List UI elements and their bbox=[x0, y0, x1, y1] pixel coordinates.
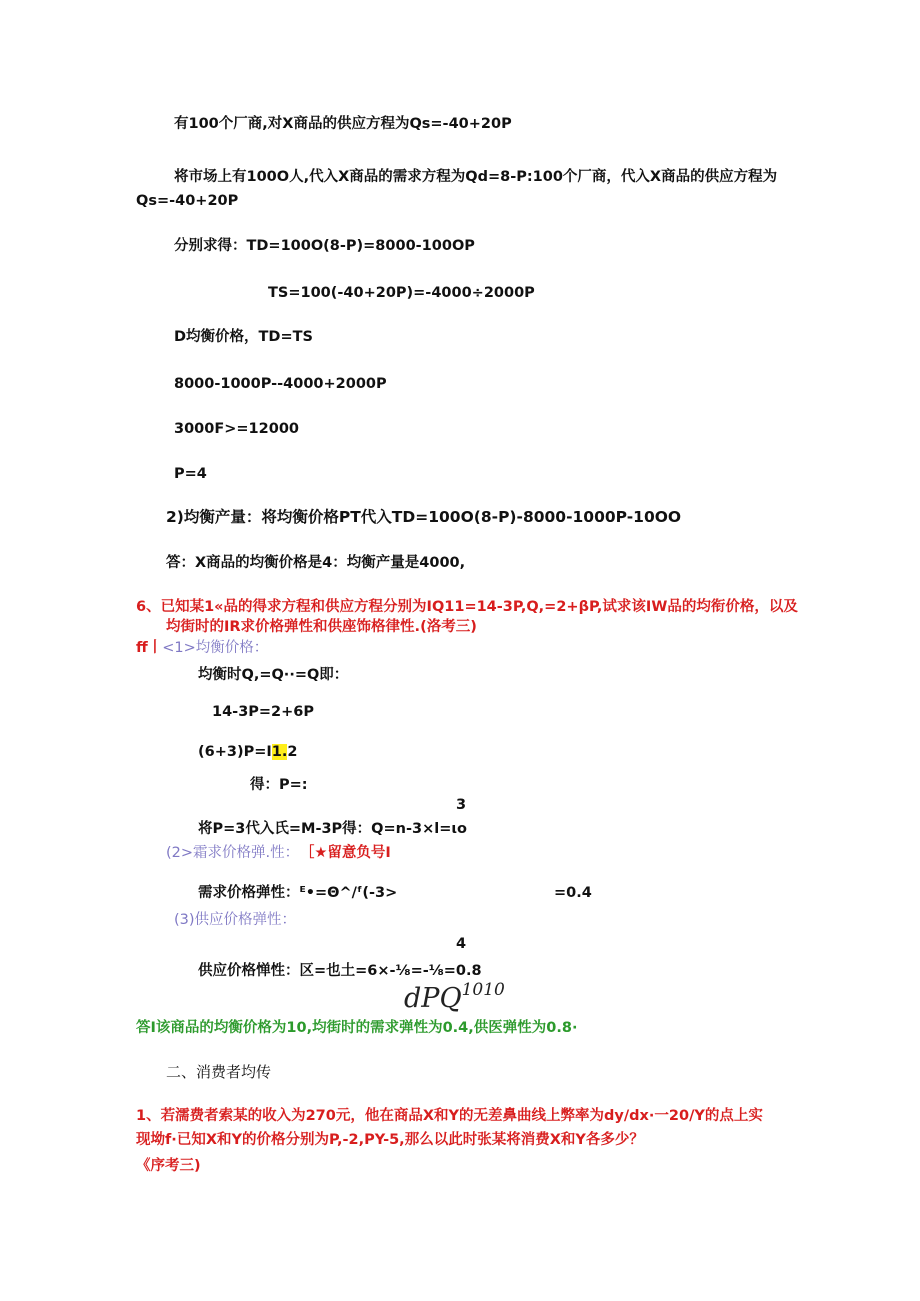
price-solution: 得：P=: bbox=[250, 777, 308, 793]
question-6-line-1: 6、已知某1«品的得求方程和供应方程分别为IQ11=14-3P,Q,=2+βP,试求该IW品的均衔价格，以及 bbox=[136, 599, 798, 615]
equation-line-a: 14-3P=2+6P bbox=[212, 704, 315, 720]
market-equation-line-cont: Qs=-40+20P bbox=[136, 193, 239, 209]
equation-line-b bbox=[198, 742, 297, 762]
price-result: P=4 bbox=[174, 466, 207, 482]
equation-step-1: 8000-1000P--4000+2000P bbox=[174, 376, 387, 392]
price-denominator: 3 bbox=[456, 797, 467, 813]
formula-main: dPQ bbox=[404, 983, 462, 1014]
demand-elasticity-result: =0.4 bbox=[554, 885, 592, 901]
step-1-label bbox=[136, 638, 268, 658]
step-1-text: <1>均衡价格： bbox=[162, 640, 269, 656]
answer-q6: 答I该商品的均衡价格为10,均街时的需求弹性为0.4,供医弹性为0.8· bbox=[136, 1020, 578, 1036]
sign-note: ［★留意负号I bbox=[307, 845, 391, 861]
equation-step-2: 3000F>=12000 bbox=[174, 421, 300, 437]
market-equation-line: 将市场上有100O人,代入X商品的需求方程为Qd=8-P:100个厂商，代入X商品的供应方程为 bbox=[174, 169, 778, 185]
question-1-line-2: 现坳f·已知X和Y的价格分别为P,-2,PY-5,那么以此时张某将消费X和Y各多少？ bbox=[136, 1132, 644, 1148]
section-2-heading: 二、消费者均传 bbox=[166, 1063, 272, 1081]
supply-elasticity-formula: 供应价格惮性：区=也土=6×-⅛=-⅛=0.8 bbox=[198, 963, 482, 979]
demand-elasticity-formula: 需求价格弹性：ᴱ•=Θ^/ᶠ(-3> bbox=[198, 885, 398, 901]
elasticity-denominator: 4 bbox=[456, 936, 467, 952]
td-result-line: 分别求得：TD=100O(8-P)=8000-100OP bbox=[174, 238, 475, 254]
equilibrium-condition: 均衡时Q,=Q··=Q即： bbox=[198, 667, 349, 683]
step-2-label bbox=[166, 843, 391, 863]
equation-line-b-pre: (6+3)P=I bbox=[198, 744, 272, 760]
question-1-line-1: 1、若濡费者索某的收入为270元，他在商品X和Y的无差鼻曲线上弊率为dy/dx·一20/Y的点上实 bbox=[136, 1108, 763, 1124]
step-2-text: (2>霜求价格弹.性： bbox=[166, 845, 300, 861]
answer-line-1: 答：X商品的均衡价格是4：均衡产量是4000, bbox=[166, 555, 466, 571]
step-1-prefix: ff丨 bbox=[136, 640, 163, 656]
supply-equation-line: 有100个厂商,对X商品的供应方程为Qs=-40+20P bbox=[174, 116, 512, 132]
question-6-line-2: 均街时的IR求价格弹性和供座饰格律性.(洛考三) bbox=[166, 619, 477, 635]
formula-overlay bbox=[404, 975, 505, 1014]
step-3-label: (3)供应价格弹性： bbox=[174, 912, 297, 928]
equilibrium-quantity-step: 2)均衡产量：将均衡价格PT代入TD=100O(8-P)-8000-1000P-10OO bbox=[166, 508, 682, 526]
quantity-substitution: 将P=3代入氏=M-3P得：Q=n-3×l=ιo bbox=[198, 821, 467, 837]
question-1-line-3: 《序考三) bbox=[136, 1158, 201, 1174]
formula-superscript: 1010 bbox=[461, 980, 505, 1000]
highlighted-text: 1. bbox=[271, 744, 288, 760]
ts-result-line: TS=100(-40+20P)=-4000÷2000P bbox=[268, 285, 535, 301]
equilibrium-price-step: D均衡价格，TD=TS bbox=[174, 329, 313, 345]
equation-line-b-post: 2 bbox=[287, 744, 298, 760]
